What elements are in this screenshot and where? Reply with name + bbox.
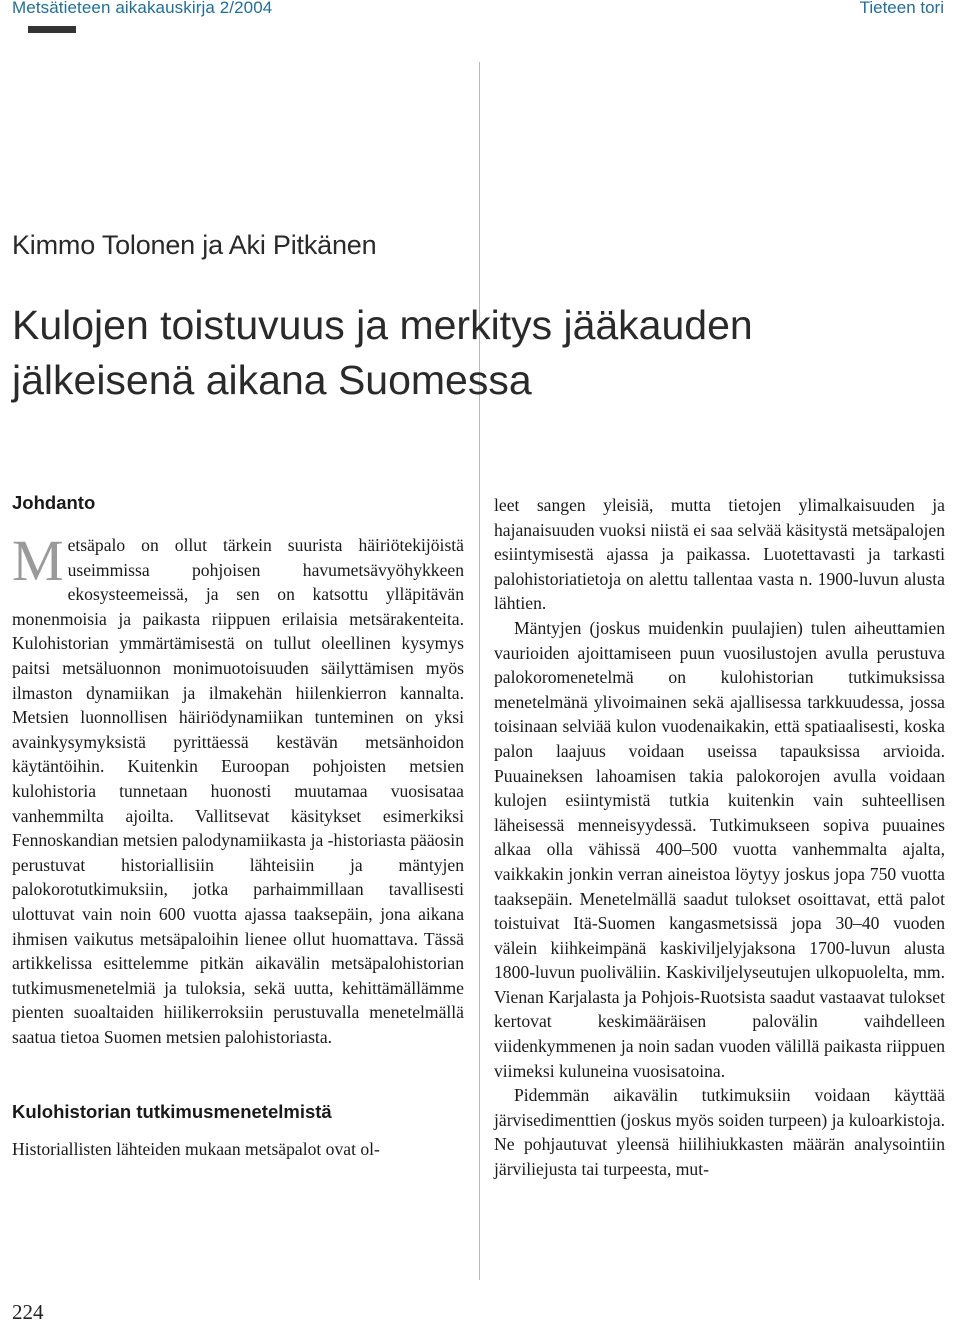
header-bar bbox=[28, 26, 76, 33]
left-column bbox=[12, 490, 464, 1162]
section-heading-methods: Kulohistorian tutkimusmenetelmistä bbox=[12, 1101, 332, 1123]
right-paragraph-1: leet sangen yleisiä, mutta tietojen ylimalkaisuuden ja hajanaisuuden vuoksi niistä ei saa selvää käsitystä metsäpalojen esiintymisestä ajassa ja paikassa. Luotettavasti ja tarkasti palohistoriatietoja on alettu tallentaa vasta n. 1900-luvun alusta lähtien. bbox=[494, 495, 945, 614]
title-line-2: jälkeisenä aikana Suomessa bbox=[12, 357, 532, 403]
intro-paragraph bbox=[12, 528, 464, 1049]
right-paragraph-2: Mäntyjen (joskus muidenkin puulajien) tulen aiheuttamien vaurioiden ajoittamiseen puun vuosilustojen avulla perustuva palokoromenetelmä on kulohistorian tutkimuksissa menetelmänä ylivoimainen sekä ajallisessa tarkkuudessa, jossa toisinaan selviää kulon vuodenaikakin, että spatiaalisesti, koska palon laajuus voidaan useissa tapauksissa arvioida. Puuaineksen lahoamisen takia palokorojen avulla voidaan kulojen esiintymistä tutkia kuitenkin vain suhteellisen läheisessä menneisyydessä. Tutkimukseen sopiva puuaines alkaa olla vähissä 400–500 vuotta vanhemmalta ajalta, vaikkakin jonkin verran aineistoa löytyy joskus jopa 750 vuotta taaksepäin. Menetelmällä saadut tulokset osoittavat, että palot toistuivat Itä-Suomen kangasmetsissä jopa 30–40 vuoden välein kiihkeimpänä kaskiviljelyjaksona 1700-luvun alusta 1800-luvun puoliväliin. Kaskiviljelyseutujen ulkopuolelta, mm. Vienan Karjalasta ja Pohjois-Ruotsista saadut vastaavat tulokset kertovat keskimääräisen palovälin vaihdelleen viidenkymmenen ja noin sadan vuoden välillä paikasta riippuen viimeksi kuluneina vuosisatoina. bbox=[494, 617, 945, 1081]
column-divider bbox=[479, 62, 480, 1280]
drop-cap: M bbox=[12, 528, 64, 593]
right-paragraph-3: Pidemmän aikavälin tutkimuksiin voidaan käyttää järvisedimenttien (joskus myös soiden turpeen) ja kuloarkistoja. Ne pohjautuvat yleensä hiilihiukkasten määrän analysointiin järviliejusta tai turpeesta, mut- bbox=[494, 1085, 945, 1180]
right-column bbox=[494, 493, 945, 1182]
journal-name: Metsätieteen aikakauskirja 2/2004 bbox=[12, 0, 273, 17]
article-title bbox=[12, 298, 912, 408]
section-heading-introduction: Johdanto bbox=[12, 492, 96, 513]
page-number: 224 bbox=[12, 1300, 44, 1324]
methods-paragraph: Historiallisten lähteiden mukaan metsäpalot ovat ol- bbox=[12, 1139, 380, 1160]
article-authors: Kimmo Tolonen ja Aki Pitkänen bbox=[12, 230, 377, 260]
section-name: Tieteen tori bbox=[859, 0, 944, 17]
title-line-1: Kulojen toistuvuus ja merkitys jääkauden bbox=[12, 302, 753, 348]
intro-text: etsäpalo on ollut tärkein suurista häiriötekijöistä useimmissa pohjoisen havumetsävyöhykkeen ekosysteemeissä, ja sen on katsottu ylläpitävän monenmoisia ja paikasta riippuen erilaisia metsärakenteita. Kulohistorian ymmärtämisestä on tullut oleellinen kysymys paitsi metsäluonnon monimuotoisuuden säilyttämisen myös ilmaston dynamiikan ja ilmakehän hiilenkierron kannalta. Metsien luonnollisen häiriödynamiikan tunteminen on yksi avainkysymyksistä pyrittäessä kestävän metsänhoidon käytäntöihin. Kuitenkin Euroopan pohjoisten metsien kulohistoria tunnetaan huonosti muutamaa vuosisataa vanhemmilta ajoilta. Vallitsevat käsitykset esimerkiksi Fennoskandian metsien palodynamiikasta ja -historiasta pääosin perustuvat historiallisiin lähteisiin ja mäntyjen palokorotutkimuksiin, jotka parhaimmillaan tavallisesti ulottuvat vain noin 600 vuotta ajassa taaksepäin, jona aikana ihmisen vaikutus metsäpaloihin lienee ollut huomattava. Tässä artikkelissa esittelemme pitkän aikavälin metsäpalohistorian tutkimusmenetelmiä ja tuloksia, sekä uutta, kehittämällämme pienten suoaltaiden hiilikerroksiin perustuvalla menetelmällä saatua tietoa Suomen metsien palohistoriasta. bbox=[12, 535, 464, 1047]
